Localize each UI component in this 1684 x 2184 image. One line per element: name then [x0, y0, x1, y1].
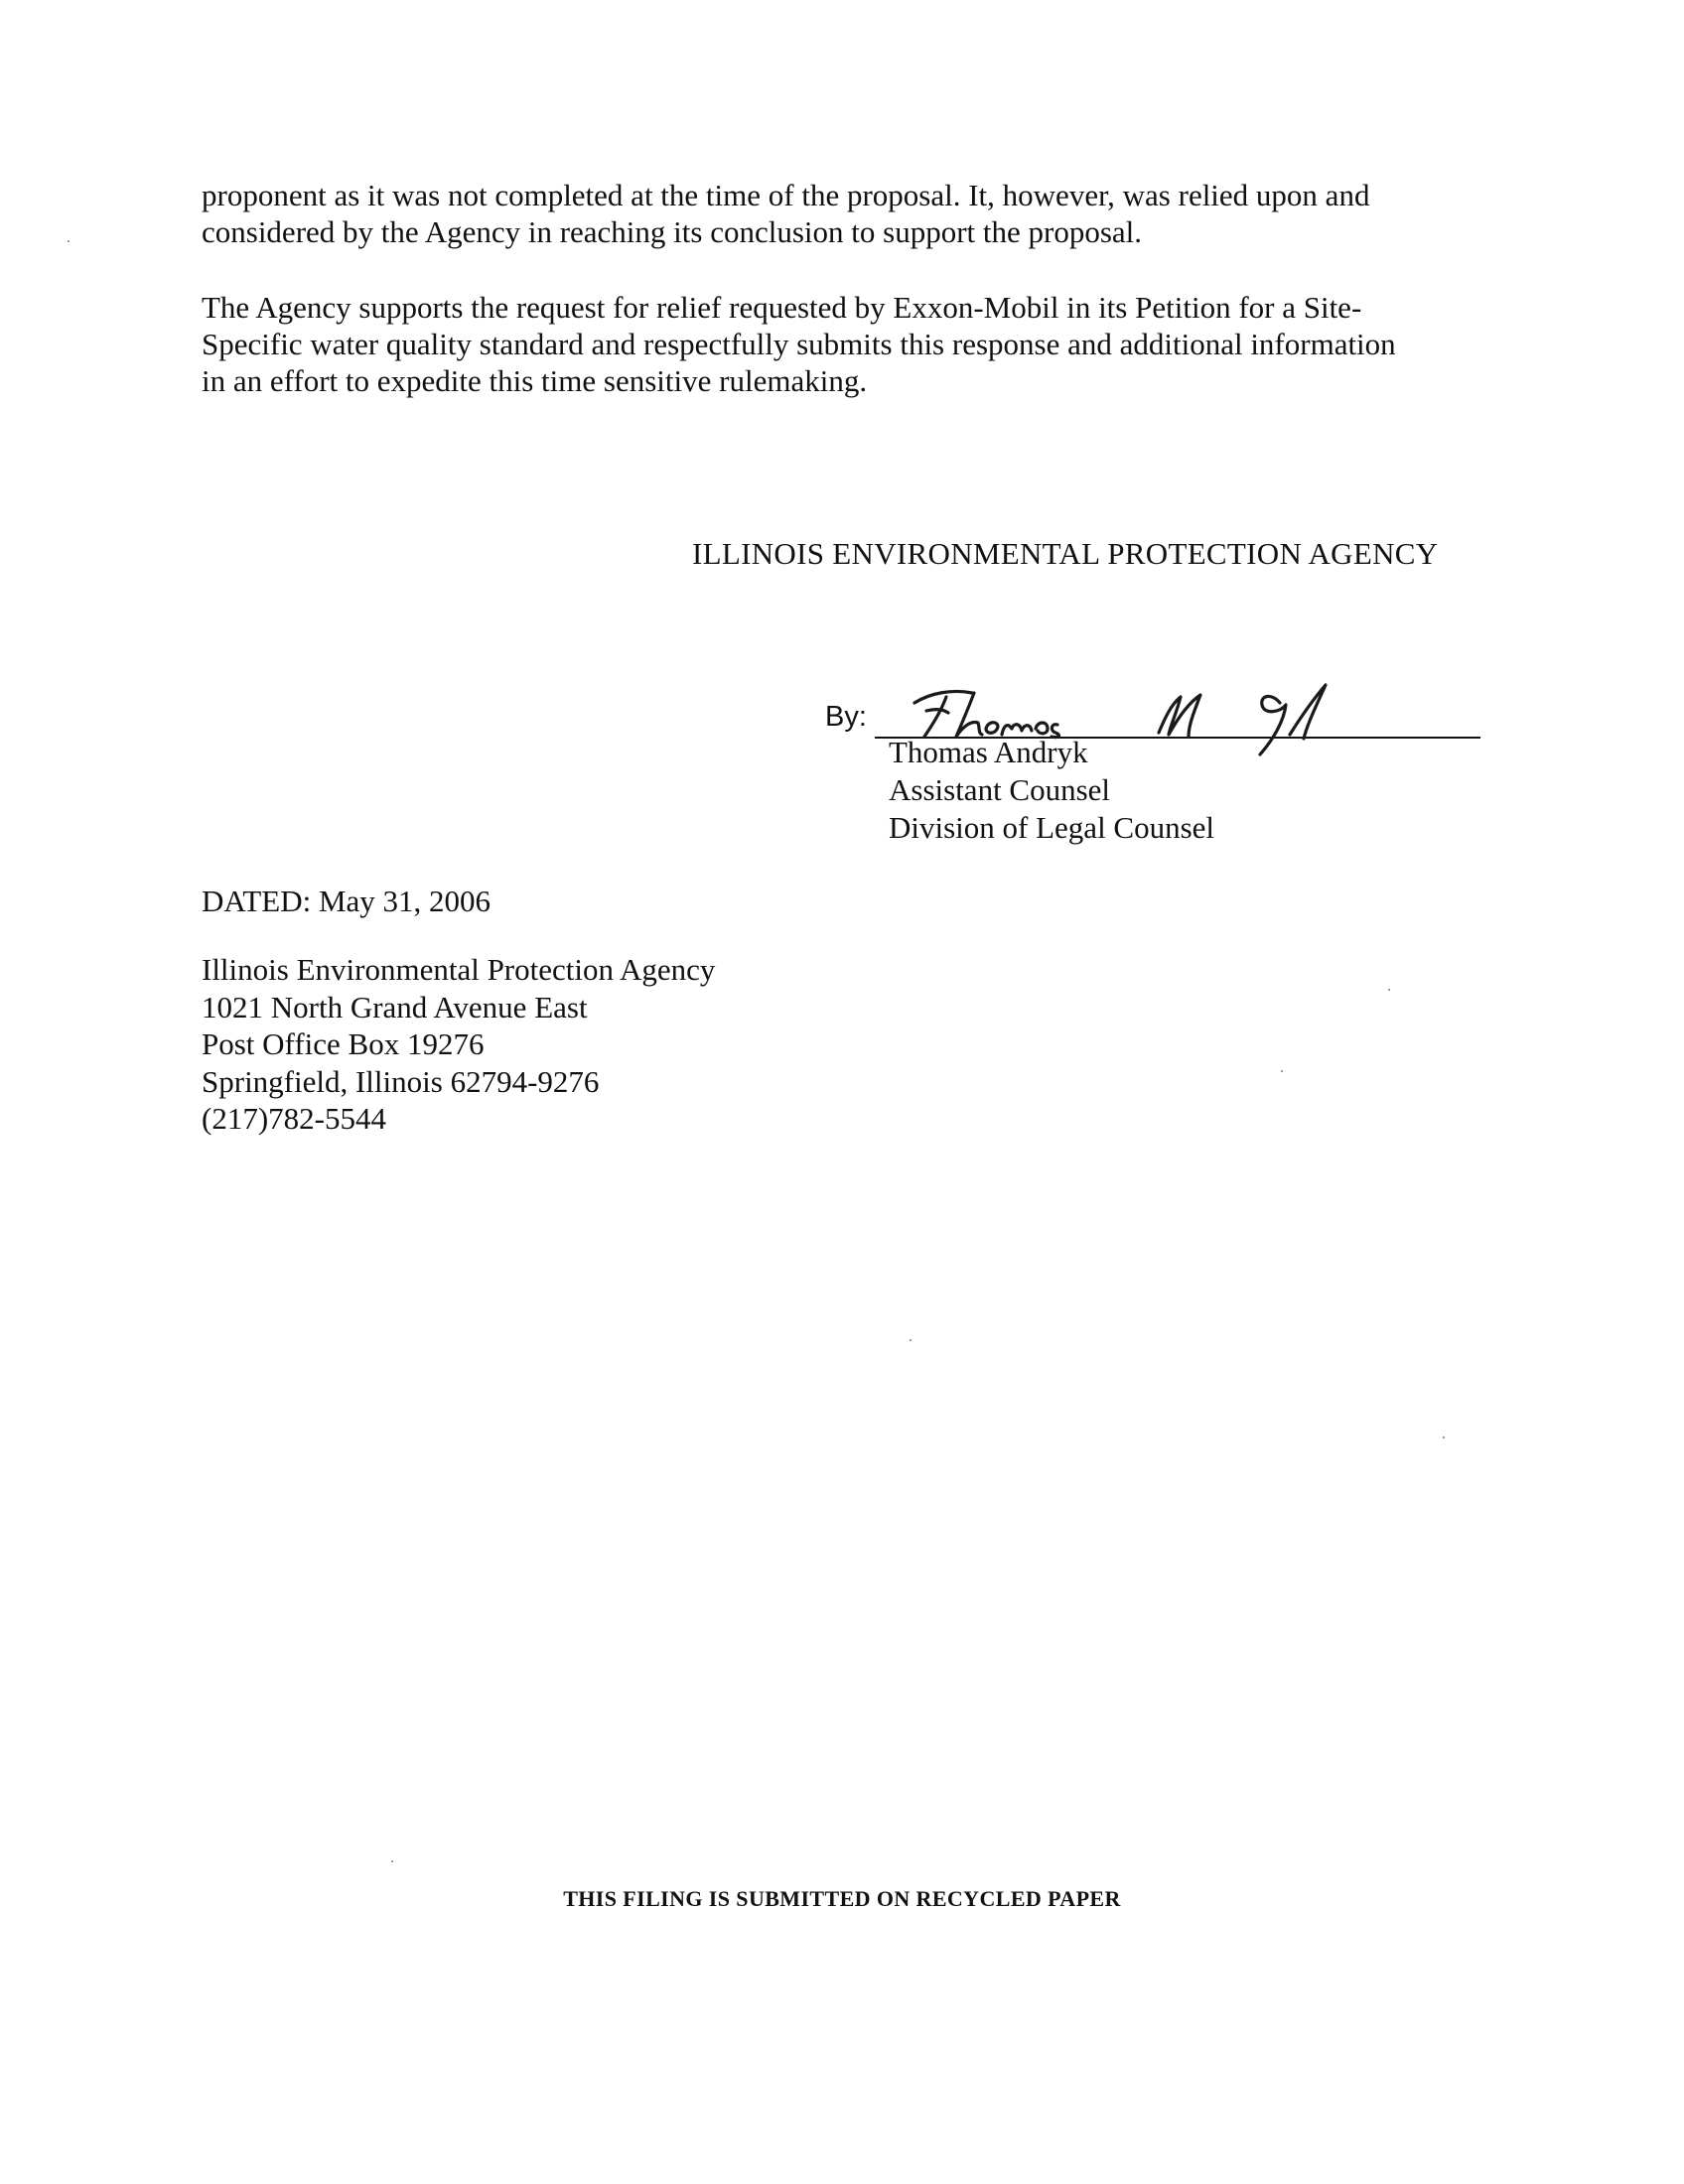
agency-address — [202, 951, 715, 1138]
paragraph-line: Specific water quality standard and respectfully submits this response and additional information — [202, 327, 1396, 361]
signing-agency-name: ILLINOIS ENVIRONMENTAL PROTECTION AGENCY — [692, 536, 1439, 571]
signer-details — [889, 734, 1214, 847]
paragraph-line: in an effort to expedite this time sensitive rulemaking. — [202, 363, 868, 398]
scan-speck — [68, 240, 70, 242]
by-label: By: — [825, 701, 867, 733]
address-phone: (217)782-5544 — [202, 1101, 386, 1136]
scan-speck — [1443, 1436, 1445, 1438]
paragraph-proposal-reliance — [202, 177, 1502, 250]
address-street: 1021 North Grand Avenue East — [202, 989, 588, 1024]
paragraph-line: The Agency supports the request for relief requested by Exxon-Mobil in its Petition for a Site- — [202, 290, 1362, 325]
scan-speck — [1388, 989, 1390, 991]
scan-speck — [910, 1339, 912, 1341]
address-organization: Illinois Environmental Protection Agency — [202, 952, 716, 987]
recycled-paper-notice: THIS FILING IS SUBMITTED ON RECYCLED PAPER — [563, 1886, 1121, 1911]
address-city-state-zip: Springfield, Illinois 62794-9276 — [202, 1063, 600, 1099]
paragraph-line: considered by the Agency in reaching its conclusion to support the proposal. — [202, 214, 1143, 249]
signer-division: Division of Legal Counsel — [889, 810, 1215, 845]
dated-line: DATED: May 31, 2006 — [202, 884, 491, 918]
signer-name: Thomas Andryk — [889, 735, 1088, 769]
address-po-box: Post Office Box 19276 — [202, 1026, 485, 1061]
scan-speck — [391, 1860, 393, 1862]
paragraph-line: proponent as it was not completed at the time of the proposal. It, however, was relied upon and — [202, 178, 1370, 212]
scan-speck — [1281, 1070, 1283, 1072]
signer-title: Assistant Counsel — [889, 772, 1111, 807]
paragraph-agency-support — [202, 289, 1502, 399]
